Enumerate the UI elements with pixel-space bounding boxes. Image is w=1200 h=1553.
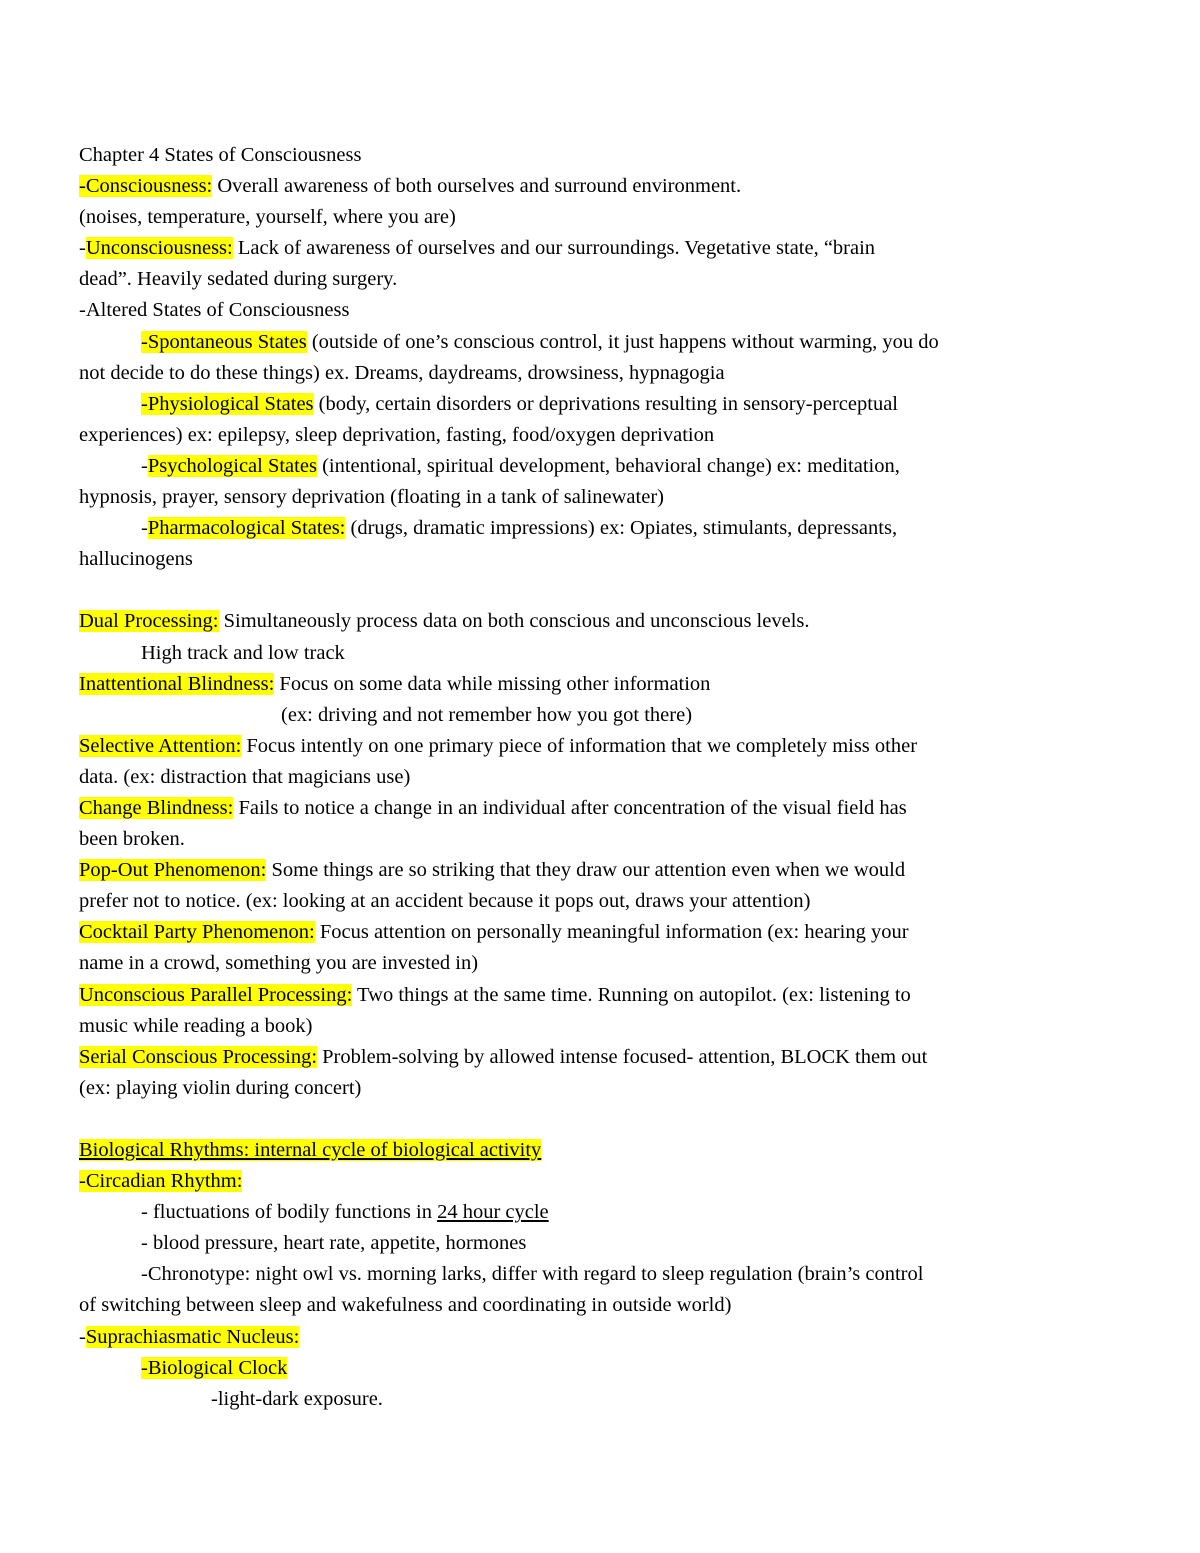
physiological-term: -Physiological States [141,392,314,415]
inattentional-blindness-entry [79,669,1079,700]
dual-processing-term: Dual Processing: [79,610,219,633]
light-dark-exposure: -light-dark exposure. [211,1387,383,1410]
dual-processing-definition: Simultaneously process data on both conscious and unconscious levels. [218,610,810,633]
scn-heading [79,1322,1079,1353]
unconsciousness-prefix: - [79,237,86,260]
scn-prefix: - [79,1325,86,1348]
scn-term: Suprachiasmatic Nucleus: [85,1325,300,1348]
chronotype-continuation: of switching between sleep and wakefulness and coordinating in outside world) [79,1294,732,1317]
psychological-term: Psychological States [147,454,317,477]
spontaneous-continuation: not decide to do these things) ex. Dreams, daydreams, drowsiness, hypnagogia [79,361,725,384]
unconsciousness-term: Unconsciousness: [85,237,233,260]
selective-attention-continuation: data. (ex: distraction that magicians use) [79,765,411,788]
dual-processing-entry [79,606,1079,637]
serial-processing-entry [79,1042,1079,1073]
psychological-entry [79,451,1079,482]
spontaneous-definition: (outside of one’s conscious control, it just happens without warming, you do [306,330,939,353]
cocktail-party-definition: Focus attention on personally meaningful information (ex: hearing your [314,921,909,944]
pharmacological-continuation: hallucinogens [79,548,193,571]
parallel-processing-entry [79,980,1079,1011]
parallel-processing-term: Unconscious Parallel Processing: [79,983,353,1006]
selective-attention-term: Selective Attention: [79,734,242,757]
chronotype-entry: -Chronotype: night owl vs. morning larks, differ with regard to sleep regulation (brain’s control [141,1263,924,1286]
pop-out-term: Pop-Out Phenomenon: [79,859,267,882]
document-page [79,140,1079,1415]
pop-out-definition: Some things are so striking that they draw our attention even when we would [266,859,906,882]
altered-states-heading: -Altered States of Consciousness [79,299,350,322]
circadian-rhythm-text: -Circadian Rhythm: [79,1170,243,1193]
circadian-rhythm-heading [79,1166,1079,1197]
cocktail-party-term: Cocktail Party Phenomenon: [79,921,315,944]
consciousness-continuation: (noises, temperature, yourself, where you are) [79,206,456,229]
serial-processing-continuation: (ex: playing violin during concert) [79,1076,362,1099]
parallel-processing-definition: Two things at the same time. Running on autopilot. (ex: listening to [352,983,911,1006]
physiological-definition: (body, certain disorders or deprivations resulting in sensory-perceptual [313,392,898,415]
blank-line [79,575,1079,606]
serial-processing-term: Serial Conscious Processing: [79,1045,318,1068]
pop-out-continuation: prefer not to notice. (ex: looking at an accident because it pops out, draws your attention) [79,890,811,913]
pharmacological-definition: (drugs, dramatic impressions) ex: Opiates, stimulants, depressants, [345,517,898,540]
cocktail-party-continuation: name in a crowd, something you are invested in) [79,952,479,975]
pharmacological-entry [79,513,1079,544]
change-blindness-term: Change Blindness: [79,796,234,819]
cycle-underlined: 24 hour cycle [437,1201,549,1224]
fluctuations-text: - fluctuations of bodily functions in [141,1201,438,1224]
biological-clock-entry [79,1353,1079,1384]
physiological-entry [79,389,1079,420]
change-blindness-definition: Fails to notice a change in an individual after concentration of the visual field has [233,796,907,819]
spontaneous-term: -Spontaneous States [141,330,307,353]
parallel-processing-continuation: music while reading a book) [79,1014,313,1037]
pop-out-entry [79,855,1079,886]
inattentional-blindness-term: Inattentional Blindness: [79,672,275,695]
serial-processing-definition: Problem-solving by allowed intense focused- attention, BLOCK them out [317,1045,928,1068]
pharmacological-prefix: - [141,517,148,540]
biological-clock-term: -Biological Clock [141,1356,288,1379]
biological-rhythms-text: Biological Rhythms: internal cycle of biological activity [79,1139,542,1161]
dual-processing-continuation: High track and low track [141,641,345,664]
pharmacological-term: Pharmacological States: [147,517,346,540]
blood-pressure-bullet: - blood pressure, heart rate, appetite, hormones [141,1232,527,1255]
inattentional-blindness-definition: Focus on some data while missing other information [274,672,711,695]
inattentional-blindness-example: (ex: driving and not remember how you got there) [281,703,693,726]
chapter-title: Chapter 4 States of Consciousness [79,144,362,166]
blank-line [79,1104,1079,1135]
cocktail-party-entry [79,917,1079,948]
consciousness-definition: Overall awareness of both ourselves and surround environment. [212,175,742,198]
physiological-continuation: experiences) ex: epilepsy, sleep deprivation, fasting, food/oxygen deprivation [79,423,715,446]
selective-attention-definition: Focus intently on one primary piece of information that we completely miss other [241,734,918,757]
fluctuations-bullet [79,1197,1079,1228]
psychological-prefix: - [141,454,148,477]
selective-attention-entry [79,731,1079,762]
unconsciousness-continuation: dead”. Heavily sedated during surgery. [79,268,398,291]
spontaneous-entry [79,327,1079,358]
consciousness-entry [79,171,1079,202]
psychological-continuation: hypnosis, prayer, sensory deprivation (floating in a tank of salinewater) [79,486,664,509]
unconsciousness-entry [79,233,1079,264]
consciousness-term: -Consciousness: [79,175,213,198]
biological-rhythms-heading [79,1135,1079,1166]
change-blindness-entry [79,793,1079,824]
change-blindness-continuation: been broken. [79,828,185,851]
psychological-definition: (intentional, spiritual development, behavioral change) ex: meditation, [316,454,900,477]
unconsciousness-definition: Lack of awareness of ourselves and our surroundings. Vegetative state, “brain [232,237,876,260]
